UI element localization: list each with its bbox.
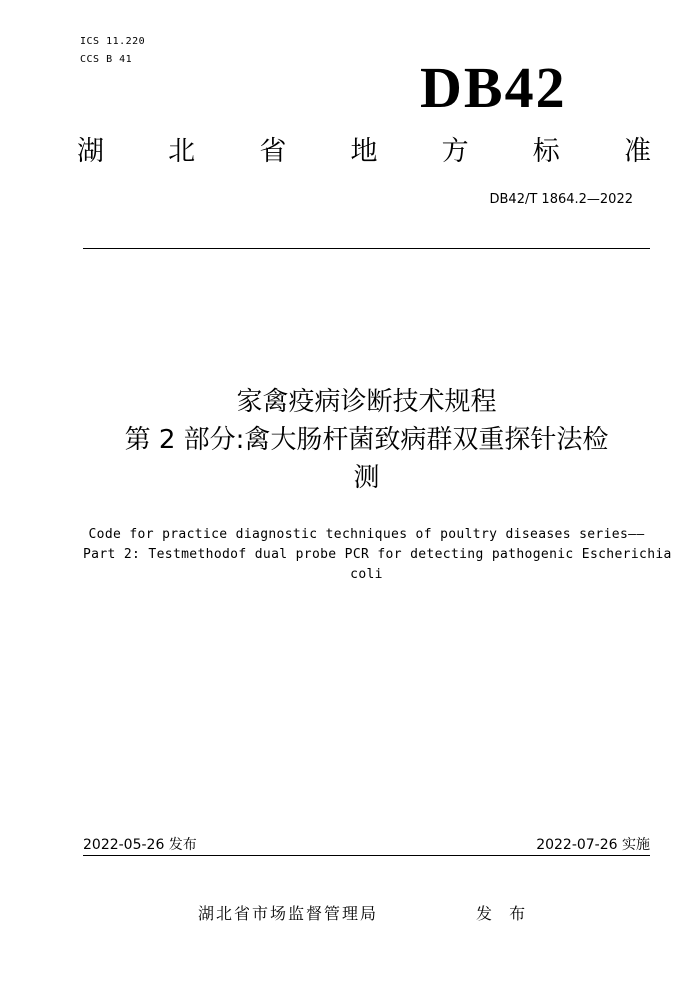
chinese-title-line: 家禽疫病诊断技术规程 xyxy=(236,387,497,417)
chinese-title-line: 测 xyxy=(353,463,380,493)
chinese-title-line: 第 2 部分:禽大肠杆菌致病群双重探针法检 xyxy=(124,425,609,455)
standard-type-char: 准 xyxy=(623,136,651,167)
header-divider xyxy=(83,248,650,249)
standard-type-title xyxy=(77,134,651,170)
implement-date: 2022-07-26 实施 xyxy=(536,837,650,853)
publish-date: 2022-05-26 发布 xyxy=(83,837,197,853)
english-title xyxy=(83,525,672,585)
footer-divider xyxy=(83,855,650,856)
english-title-line: coli xyxy=(350,567,383,582)
standard-type-char: 方 xyxy=(441,136,469,167)
english-title-line: Part 2: Testmethodof dual probe PCR for detecting pathogenic Escherichia xyxy=(83,547,672,562)
ics-code: ICS 11.220 xyxy=(80,36,146,47)
ccs-code: CCS B 41 xyxy=(80,54,133,65)
standard-type-char: 地 xyxy=(350,136,378,167)
chinese-title xyxy=(83,383,650,497)
issuing-authority: 湖北省市场监督管理局 xyxy=(198,904,379,923)
standard-type-char: 北 xyxy=(168,136,196,167)
standard-number: DB42/T 1864.2—2022 xyxy=(489,192,633,207)
standard-type-char: 湖 xyxy=(77,136,104,167)
issue-label: 发 布 xyxy=(476,904,532,923)
standard-type-char: 标 xyxy=(532,136,560,167)
standard-type-char: 省 xyxy=(259,136,287,167)
standard-logo: DB42 xyxy=(420,55,567,120)
english-title-line: Code for practice diagnostic techniques of poultry diseases series—— xyxy=(88,527,645,542)
